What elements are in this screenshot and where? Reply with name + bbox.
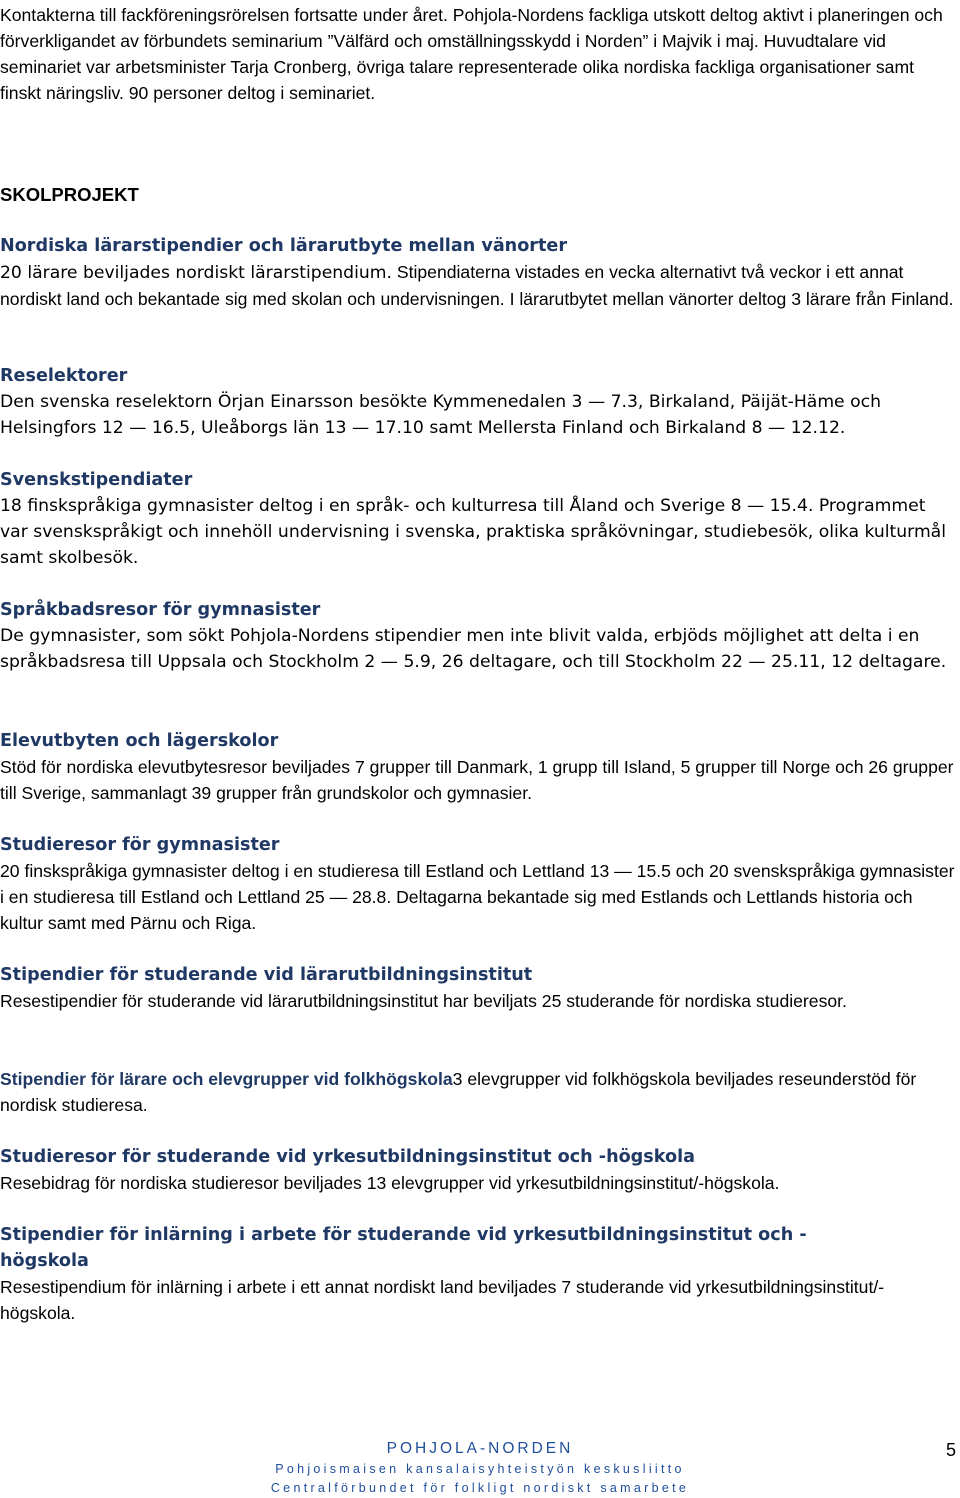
section-lararstipendier xyxy=(0,233,958,313)
footer-org-name: POHJOLA-NORDEN xyxy=(386,1440,574,1457)
footer-line-finnish: Pohjoismaisen kansalaisyhteistyön keskusliitto xyxy=(275,1462,685,1476)
section-heading: Elevutbyten och lägerskolor xyxy=(0,731,279,751)
page-footer xyxy=(0,1438,960,1498)
section-body: Stipendier för lärare och elevgrupper vid folkhögskola3 elevgrupper vid folkhögskola beviljades reseunderstöd för nordisk studieresa. xyxy=(0,1069,917,1115)
section-yrkesutbildning-studieresor xyxy=(0,1144,958,1196)
section-inlarning-i-arbete xyxy=(0,1222,885,1326)
section-heading: Studieresor för studerande vid yrkesutbildningsinstitut och -högskola xyxy=(0,1147,695,1167)
section-heading: Svenskstipendiater xyxy=(0,470,193,490)
section-elevutbyten xyxy=(0,728,958,806)
section-body: 18 finskspråkiga gymnasister deltog i en språk- och kulturresa till Åland och Sverige 8 — 15.4. Programmet var svenskspråkigt och innehöll undervisning i svenska, praktiska språkövningar, studiebesök, olika kulturmål samt skolbesök. xyxy=(0,496,946,568)
section-body: Resestipendier för studerande vid lärarutbildningsinstitut har beviljats 25 studerande för nordiska studieresor. xyxy=(0,991,847,1011)
section-body: De gymnasister, som sökt Pohjola-Nordens stipendier men inte blivit valda, erbjöds möjlighet att delta i en språkbadsresa till Uppsala och Stockholm 2 — 5.9, 26 deltagare, och till Stockholm 22 — 25.11, 12 deltagare. xyxy=(0,626,947,672)
section-body: Resebidrag för nordiska studieresor beviljades 13 elevgrupper vid yrkesutbildningsinstitut/-högskola. xyxy=(0,1173,780,1193)
footer-line-swedish: Centralförbundet för folkligt nordiskt samarbete xyxy=(270,1481,690,1495)
section-folkhogskola xyxy=(0,1066,958,1118)
section-heading: Stipendier för inlärning i arbete för studerande vid yrkesutbildningsinstitut och - högskola xyxy=(0,1225,807,1271)
section-stipendier-lararutbildning xyxy=(0,962,958,1014)
section-studieresor-gymnasister xyxy=(0,832,958,936)
page-number: 5 xyxy=(945,1440,956,1460)
section-reselektorer xyxy=(0,363,958,441)
section-body: Stöd för nordiska elevutbytesresor beviljades 7 grupper till Danmark, 1 grupp till Island, 5 grupper till Norge och 26 grupper till Sverige, sammanlagt 39 grupper från grundskolor och gymnasier. xyxy=(0,757,954,803)
section-sprakbadsresor xyxy=(0,597,958,675)
section-body: Resestipendium för inlärning i arbete i ett annat nordiskt land beviljades 7 studerande vid yrkesutbildningsinstitut/-högskola. xyxy=(0,1277,885,1323)
section-body: Den svenska reselektorn Örjan Einarsson besökte Kymmenedalen 3 — 7.3, Birkaland, Päijät-Häme och Helsingfors 12 — 16.5, Uleåborgs län 13 — 17.10 samt Mellersta Finland och Birkaland 8 — 12.12. xyxy=(0,392,881,438)
section-heading: Nordiska lärarstipendier och lärarutbyte mellan vänorter xyxy=(0,236,567,256)
intro-paragraph: Kontakterna till fackföreningsrörelsen fortsatte under året. Pohjola-Nordens fackliga utskott deltog aktivt i planeringen och förverkligandet av förbundets seminarium ”Välfärd och omställningsskydd i Norden” i Majvik i maj. Huvudtalare vid seminariet var arbetsminister Tarja Cronberg, övriga talare representerade olika nordiska fackliga organisationer samt finskt näringsliv. 90 personer deltog i seminariet. xyxy=(0,5,943,103)
section-svenskstipendiater xyxy=(0,467,958,571)
section-heading: Reselektorer xyxy=(0,366,128,386)
main-heading: SKOLPROJEKT xyxy=(0,184,139,205)
section-heading: Stipendier för lärare och elevgrupper vid folkhögskola xyxy=(0,1069,453,1089)
section-heading: Studieresor för gymnasister xyxy=(0,835,280,855)
section-heading: Stipendier för studerande vid lärarutbildningsinstitut xyxy=(0,965,533,985)
section-body: 20 finskspråkiga gymnasister deltog i en studieresa till Estland och Lettland 13 — 15.5 och 20 svenskspråkiga gymnasister i en studieresa till Estland och Lettland 25 — 28.8. Deltagarna bekantade sig med Estlands och Lettlands historia och kultur samt med Pärnu och Riga. xyxy=(0,861,955,933)
section-body: 20 lärare beviljades nordiskt lärarstipendium. Stipendiaterna vistades en vecka alternativt två veckor i ett annat nordiskt land och bekantade sig med skolan och undervisningen. I lärarutbytet mellan vänorter deltog 3 lärare från Finland. xyxy=(0,262,954,309)
section-heading: Språkbadsresor för gymnasister xyxy=(0,600,321,620)
